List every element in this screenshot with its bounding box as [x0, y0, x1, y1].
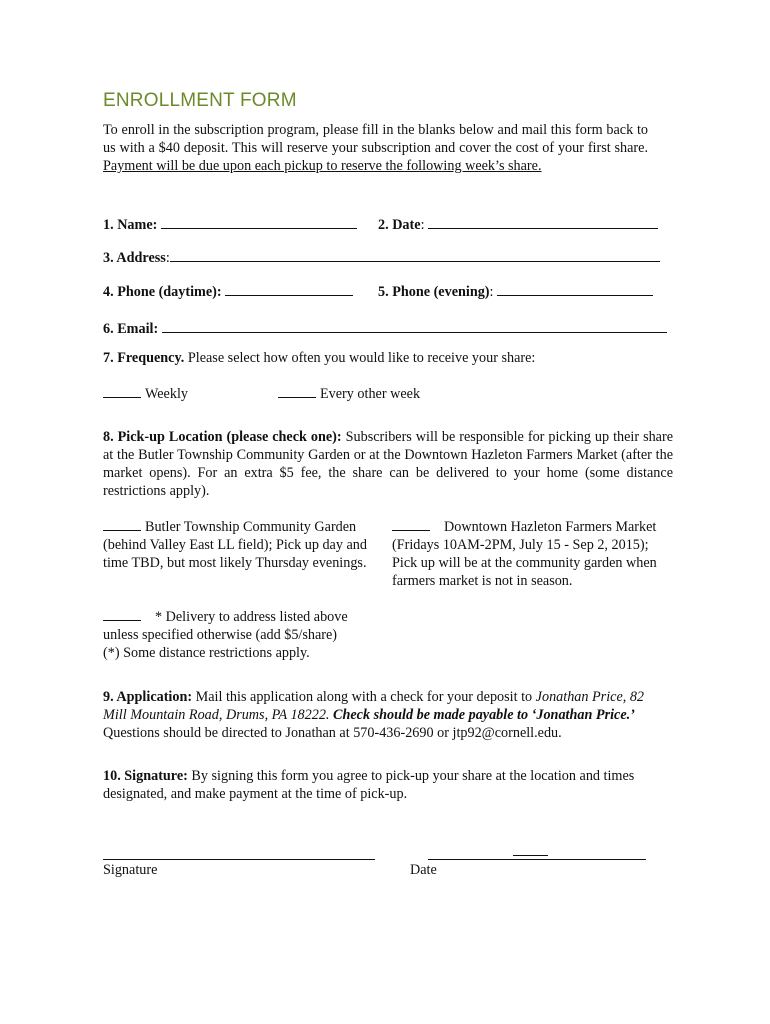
- intro-payment-note: Payment will be due upon each pickup to reserve the following week’s share.: [103, 158, 542, 174]
- frequency-option-weekly[interactable]: [103, 385, 188, 403]
- phone-daytime-label: 4. Phone (daytime):: [103, 284, 222, 300]
- downtown-blank[interactable]: [392, 518, 430, 531]
- intro-paragraph: [103, 121, 648, 175]
- intro-text: To enroll in the subscription program, please fill in the blanks below and mail this form back to us with a $40 deposit. This will reserve your subscription and cover the cost of your first share.: [103, 122, 648, 156]
- signature-section-text: By signing this form you agree to pick-up your share at the location and times designated, and make payment at the time of pick-up.: [103, 768, 635, 802]
- email-blank[interactable]: [162, 319, 667, 333]
- pickup-option-delivery[interactable]: [103, 608, 373, 662]
- application-section: [103, 688, 663, 742]
- application-text: Mail this application along with a check for your deposit to: [195, 689, 533, 705]
- downtown-text: Downtown Hazleton Farmers Market (Fridays 10AM-2PM, July 15 - Sep 2, 2015); Pick up will be at the community garden when farmers market is not in season.: [392, 519, 657, 589]
- date-line[interactable]: [428, 859, 646, 860]
- name-label: 1. Name:: [103, 217, 158, 233]
- frequency-text: Please select how often you would like to receive your share:: [187, 350, 536, 366]
- butler-blank[interactable]: [103, 518, 141, 531]
- frequency-label: 7. Frequency.: [103, 350, 185, 366]
- delivery-note: (*) Some distance restrictions apply.: [103, 645, 310, 661]
- weekly-label: Weekly: [145, 386, 188, 402]
- pickup-section: [103, 428, 673, 500]
- pickup-option-downtown[interactable]: [392, 518, 677, 590]
- phone-evening-label: 5. Phone (evening): [378, 284, 490, 300]
- pickup-label: 8. Pick-up Location (please check one):: [103, 429, 342, 445]
- every-other-week-blank[interactable]: [278, 385, 316, 398]
- pickup-text: Subscribers will be responsible for picking up their share at the Butler Township Community Garden or at the Downtown Hazleton Farmers Market (after the market opens). For an extra $5 fee, the share can be delivered to your home (some distance restrictions apply).: [103, 429, 673, 499]
- date-signature-label: Date: [410, 862, 437, 878]
- signature-section: [103, 767, 673, 803]
- frequency-section: [103, 349, 673, 367]
- phone-evening-field: 5. Phone (evening):: [378, 282, 653, 301]
- delivery-blank[interactable]: [103, 608, 141, 621]
- email-label: 6. Email:: [103, 321, 159, 337]
- form-title: ENROLLMENT FORM: [103, 90, 297, 111]
- address-blank[interactable]: [170, 248, 660, 262]
- butler-text: Butler Township Community Garden (behind Valley East LL field); Pick up day and time TBD, but most likely Thursday evenings.: [103, 519, 367, 571]
- every-other-week-label: Every other week: [320, 386, 421, 402]
- email-field: [103, 319, 667, 338]
- date-field: 2. Date:: [378, 215, 658, 234]
- date-label: 2. Date: [378, 217, 421, 233]
- frequency-option-every-other[interactable]: [278, 385, 420, 403]
- phone-daytime-field: [103, 282, 353, 301]
- weekly-blank[interactable]: [103, 385, 141, 398]
- application-payable: Check should be made payable to ‘Jonathan Price.’: [333, 707, 635, 723]
- signature-line[interactable]: [103, 859, 375, 860]
- date-blank[interactable]: [428, 215, 658, 229]
- signature-label: Signature: [103, 862, 158, 878]
- phone-evening-blank[interactable]: [497, 282, 653, 296]
- name-field: [103, 215, 357, 234]
- name-blank[interactable]: [161, 215, 357, 229]
- address-label: 3. Address: [103, 250, 166, 266]
- application-questions: Questions should be directed to Jonathan at 570-436-2690 or jtp92@cornell.edu.: [103, 725, 562, 741]
- signature-section-label: 10. Signature:: [103, 768, 188, 784]
- phone-daytime-blank[interactable]: [225, 282, 353, 296]
- application-label: 9. Application:: [103, 689, 193, 705]
- address-field: 3. Address:: [103, 248, 660, 267]
- pickup-option-butler[interactable]: [103, 518, 375, 572]
- delivery-text: * Delivery to address listed above unless specified otherwise (add $5/share): [103, 609, 348, 643]
- application-address: Jonathan Price, 82 Mill Mountain Road, Drums, PA 18222.: [103, 689, 645, 723]
- date-line-mark: [513, 855, 548, 856]
